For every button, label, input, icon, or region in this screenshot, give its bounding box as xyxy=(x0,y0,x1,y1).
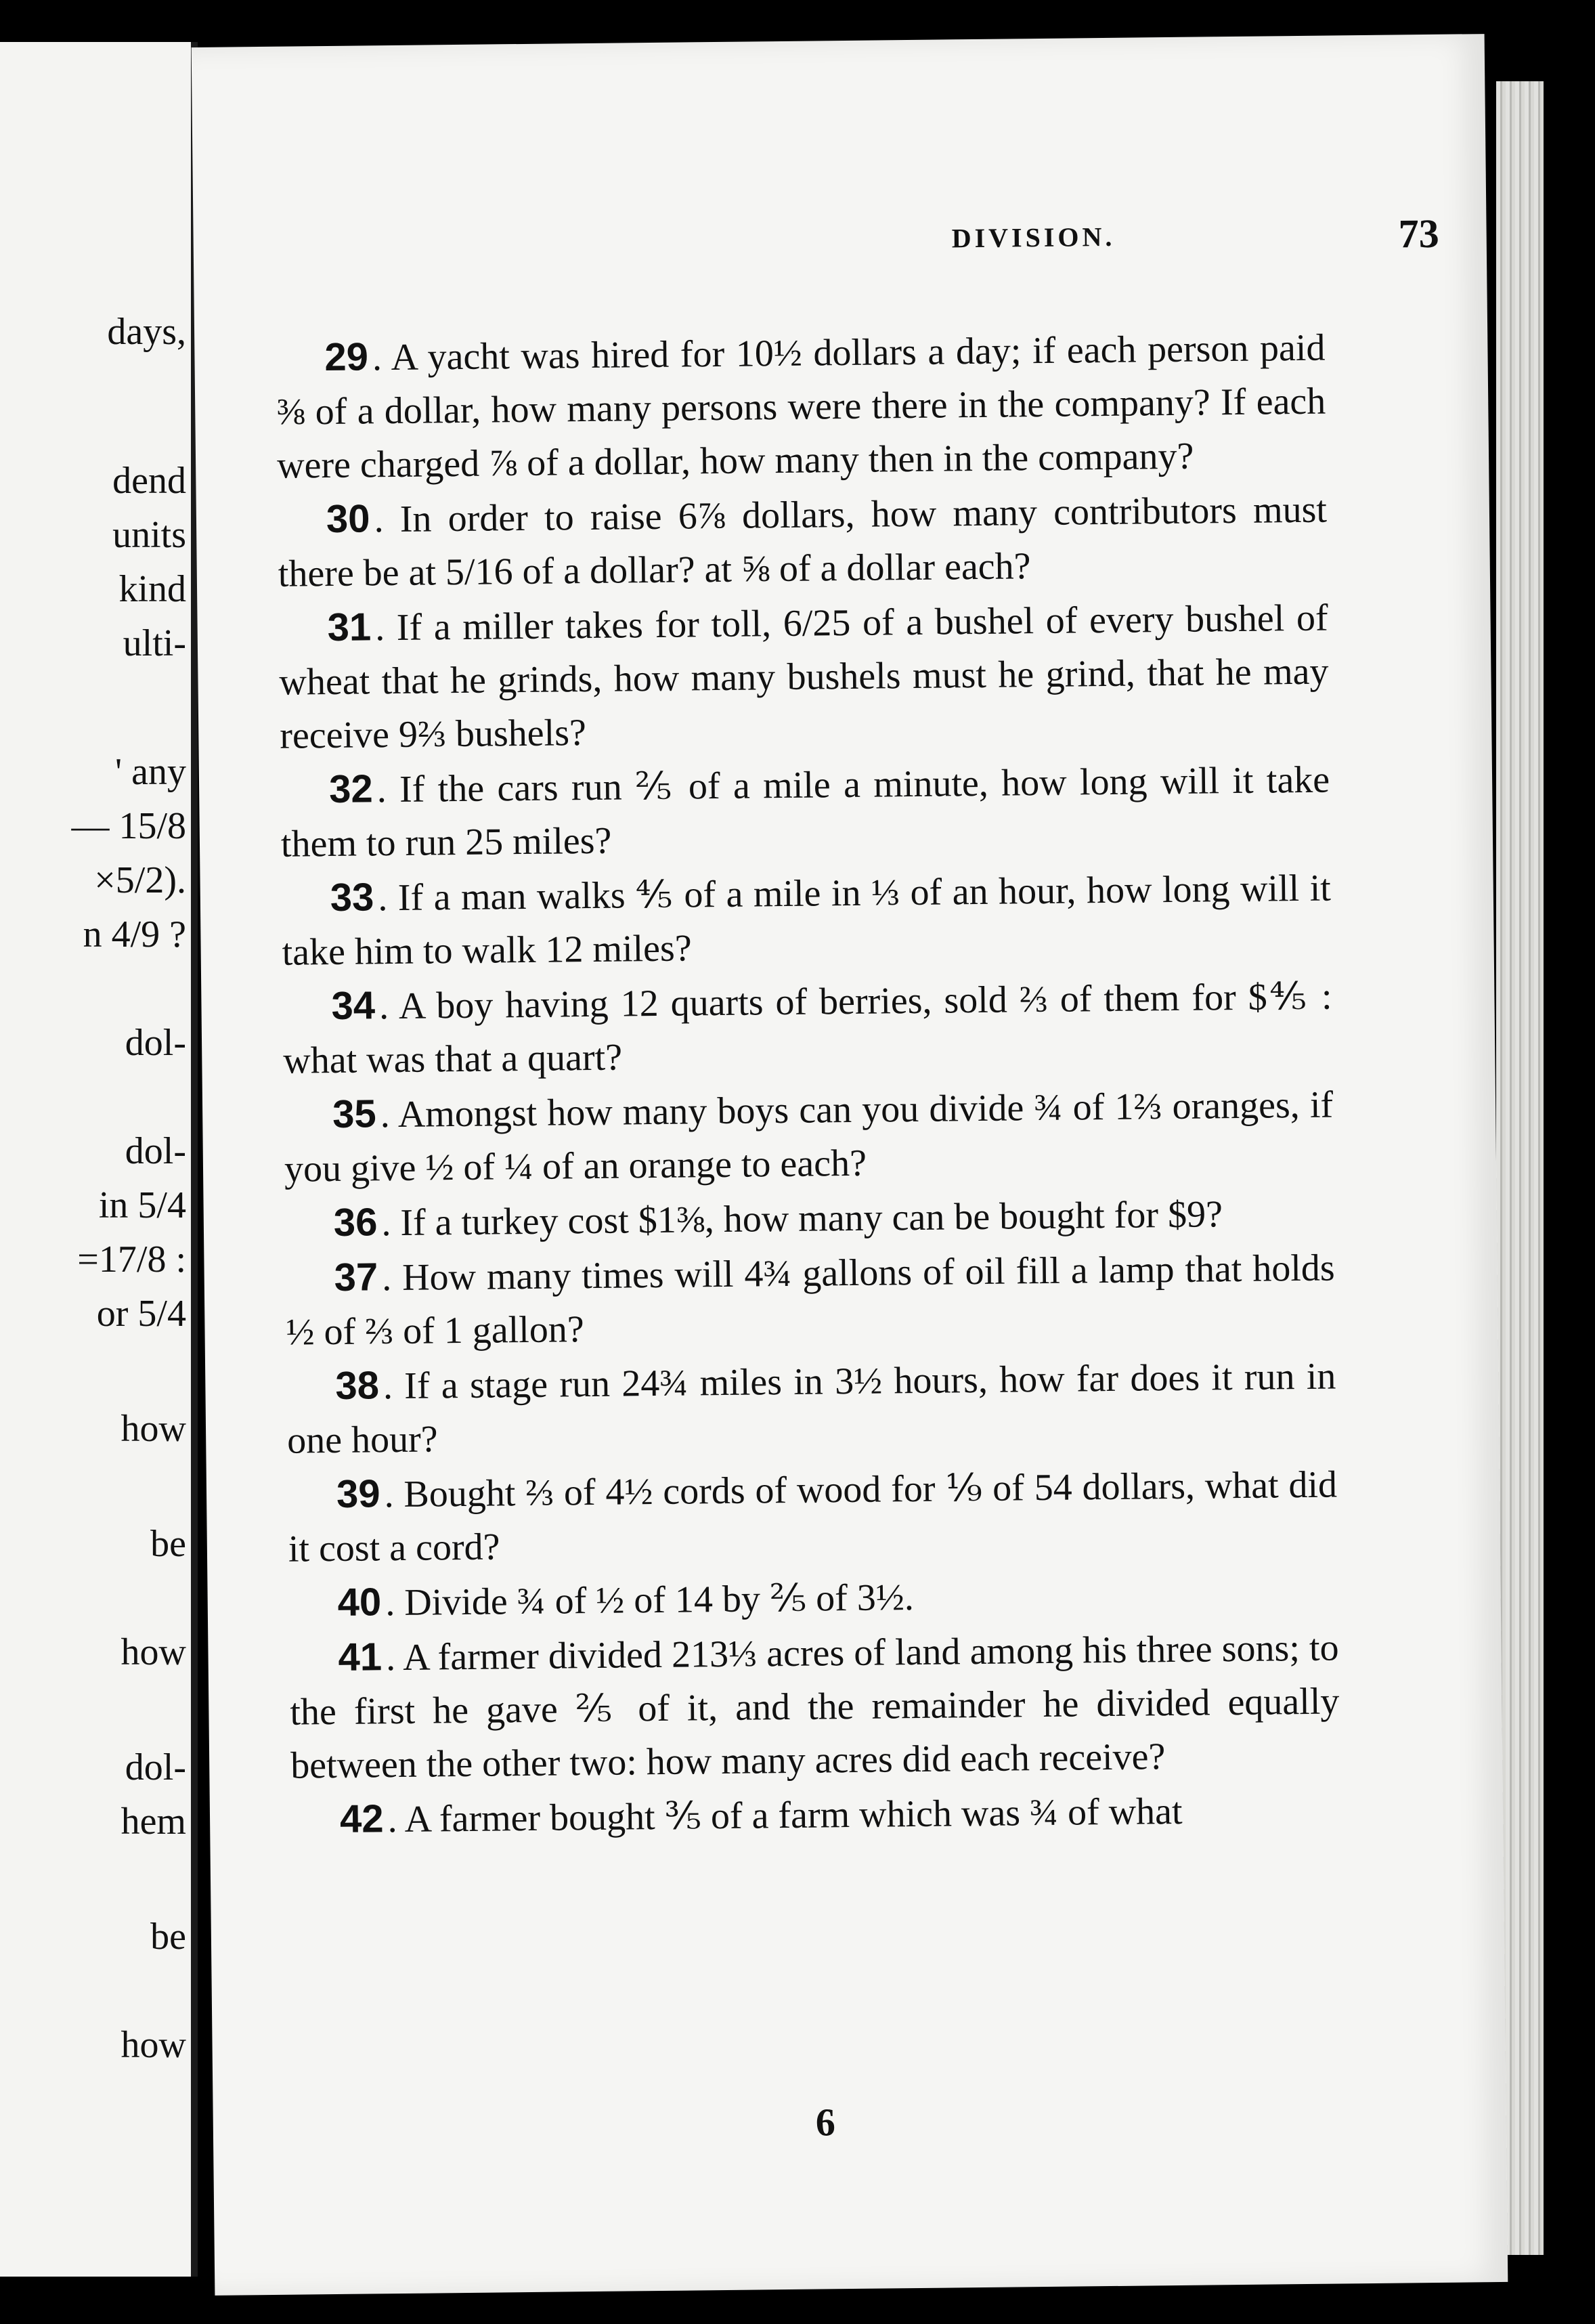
problem-37: 37. How many times will 4¾ gallons of oil fill a lamp that holds ½ of ⅔ of 1 gallon? xyxy=(286,1247,1335,1354)
problem-text: If a turkey cost $1⅜, how many can be bought for $9? xyxy=(400,1193,1223,1244)
problem-text: A boy having 12 quarts of berries, sold ⅔ of them for $⅘ : what was that a quart? xyxy=(283,975,1332,1082)
problem-text: If a stage run 24¾ miles in 3½ hours, how far does it run in one hour? xyxy=(286,1355,1336,1462)
left-fragment: be xyxy=(150,1523,186,1565)
left-fragment: ×5/2). xyxy=(94,859,186,901)
left-fragment: n 4/9 ? xyxy=(83,913,186,955)
left-fragment: how xyxy=(121,1631,186,1673)
problem-number: 30 xyxy=(326,496,370,542)
problem-text: In order to raise 6⅞ dollars, how many contributors must there be at 5/16 of a dollar? at ⅝ of a dollar each? xyxy=(278,488,1328,595)
problem-29: 29. A yacht was hired for 10½ dollars a day; if each person paid ⅜ of a dollar, how many persons were there in the company? If each were charged ⅞ of a dollar, how many then in the company? xyxy=(276,326,1326,487)
problem-35: 35. Amongst how many boys can you divide ¾ of 1⅔ oranges, if you give ½ of ¼ of an orange to each? xyxy=(284,1083,1334,1190)
left-fragment: how xyxy=(121,2024,186,2066)
problem-number: 31 xyxy=(327,605,372,650)
left-fragment: dend xyxy=(112,460,186,502)
left-fragment: hem xyxy=(121,1801,186,1843)
left-fragment: or 5/4 xyxy=(96,1293,186,1335)
signature-mark: 6 xyxy=(815,2100,836,2145)
previous-page-fragment xyxy=(0,42,198,2277)
left-fragment: dol- xyxy=(125,1022,186,1064)
left-fragment: kind xyxy=(118,568,186,610)
problem-number: 36 xyxy=(333,1200,378,1245)
left-fragment: be xyxy=(150,1916,186,1958)
left-fragment: =17/8 : xyxy=(77,1239,186,1281)
left-fragment: ' any xyxy=(115,751,186,793)
problem-number: 34 xyxy=(331,983,376,1029)
problem-30: 30. In order to raise 6⅞ dollars, how many contributors must there be at 5/16 of a dollar? at ⅝ of a dollar each? xyxy=(278,488,1328,595)
problem-number: 29 xyxy=(324,335,369,380)
left-fragment: days, xyxy=(107,311,186,353)
problem-text: If a man walks ⅘ of a mile in ⅓ of an hour, how long will it take him to walk 12 miles? xyxy=(282,867,1332,974)
left-fragment: ulti- xyxy=(123,622,186,664)
problem-number: 38 xyxy=(335,1363,380,1408)
page-header xyxy=(396,211,1439,282)
problem-39: 39. Bought ⅔ of 4½ cords of wood for ⅑ of 54 dollars, what did it cost a cord? xyxy=(288,1463,1338,1570)
problem-number: 32 xyxy=(328,767,374,812)
problem-number: 37 xyxy=(334,1255,378,1299)
problem-text: A yacht was hired for 10½ dollars a day; if each person paid ⅜ of a dollar, how many persons were there in the company? If each were charged ⅞ of a dollar, how many then in the company? xyxy=(276,326,1326,487)
problem-number: 42 xyxy=(339,1796,384,1841)
problem-number: 41 xyxy=(338,1635,383,1679)
problem-33: 33. If a man walks ⅘ of a mile in ⅓ of an hour, how long will it take him to walk 12 miles? xyxy=(282,867,1332,974)
problem-text: If the cars run ⅖ of a mile a minute, how long will it take them to run 25 miles? xyxy=(280,758,1330,865)
problem-number: 35 xyxy=(332,1092,377,1136)
problem-32: 32. If the cars run ⅖ of a mile a minute, how long will it take them to run 25 miles? xyxy=(280,758,1330,865)
left-fragment: dol- xyxy=(125,1746,186,1788)
problem-number: 40 xyxy=(337,1580,382,1624)
left-fragment: in 5/4 xyxy=(98,1184,186,1226)
book-page xyxy=(192,34,1508,2296)
running-head: DIVISION. xyxy=(951,221,1116,254)
problem-41: 41. A farmer divided 213⅓ acres of land among his three sons; to the first he gave ⅖ of it, and the remainder he divided equally between the other two: how many acres did each receive? xyxy=(290,1627,1340,1787)
problem-40: 40. Divide ¾ of ½ of 14 by ⅖ of 3½. xyxy=(337,1576,915,1624)
problem-text: If a miller takes for toll, 6/25 of a bushel of every bushel of wheat that he grinds, how many bushels must he grind, that he may receive 9⅔ bushels? xyxy=(279,597,1329,757)
problem-42: 42. A farmer bought ⅗ of a farm which was ¾ of what xyxy=(339,1790,1183,1841)
left-fragment: units xyxy=(112,514,186,556)
page-number: 73 xyxy=(1398,211,1439,257)
problem-text: Bought ⅔ of 4½ cords of wood for ⅑ of 54 dollars, what did it cost a cord? xyxy=(288,1463,1338,1570)
left-fragment: how xyxy=(121,1408,186,1450)
problem-38: 38. If a stage run 24¾ miles in 3½ hours, how far does it run in one hour? xyxy=(286,1355,1336,1462)
problem-text: Divide ¾ of ½ of 14 by ⅖ of 3½. xyxy=(403,1576,915,1624)
problem-text: How many times will 4¾ gallons of oil fill a lamp that holds ½ of ⅔ of 1 gallon? xyxy=(286,1247,1335,1354)
left-fragment: — 15/8 xyxy=(71,805,186,847)
problem-31: 31. If a miller takes for toll, 6/25 of a bushel of every bushel of wheat that he grinds, how many bushels must he grind, that he may receive 9⅔ bushels? xyxy=(279,597,1329,757)
problem-text: A farmer divided 213⅓ acres of land among his three sons; to the first he gave ⅖ of it, and the remainder he divided equally between the other two: how many acres did each receive? xyxy=(290,1627,1340,1787)
problem-34: 34. A boy having 12 quarts of berries, sold ⅔ of them for $⅘ : what was that a quart? xyxy=(283,975,1332,1082)
problem-36: 36. If a turkey cost $1⅜, how many can be bought for $9? xyxy=(333,1193,1223,1245)
problem-number: 39 xyxy=(336,1471,380,1516)
left-fragment: dol- xyxy=(125,1130,186,1172)
problem-text: A farmer bought ⅗ of a farm which was ¾ of what xyxy=(404,1790,1183,1841)
problem-text: Amongst how many boys can you divide ¾ of 1⅔ oranges, if you give ½ of ¼ of an orange to each? xyxy=(284,1083,1334,1190)
problem-number: 33 xyxy=(330,875,374,920)
problem-list xyxy=(276,320,1340,1848)
